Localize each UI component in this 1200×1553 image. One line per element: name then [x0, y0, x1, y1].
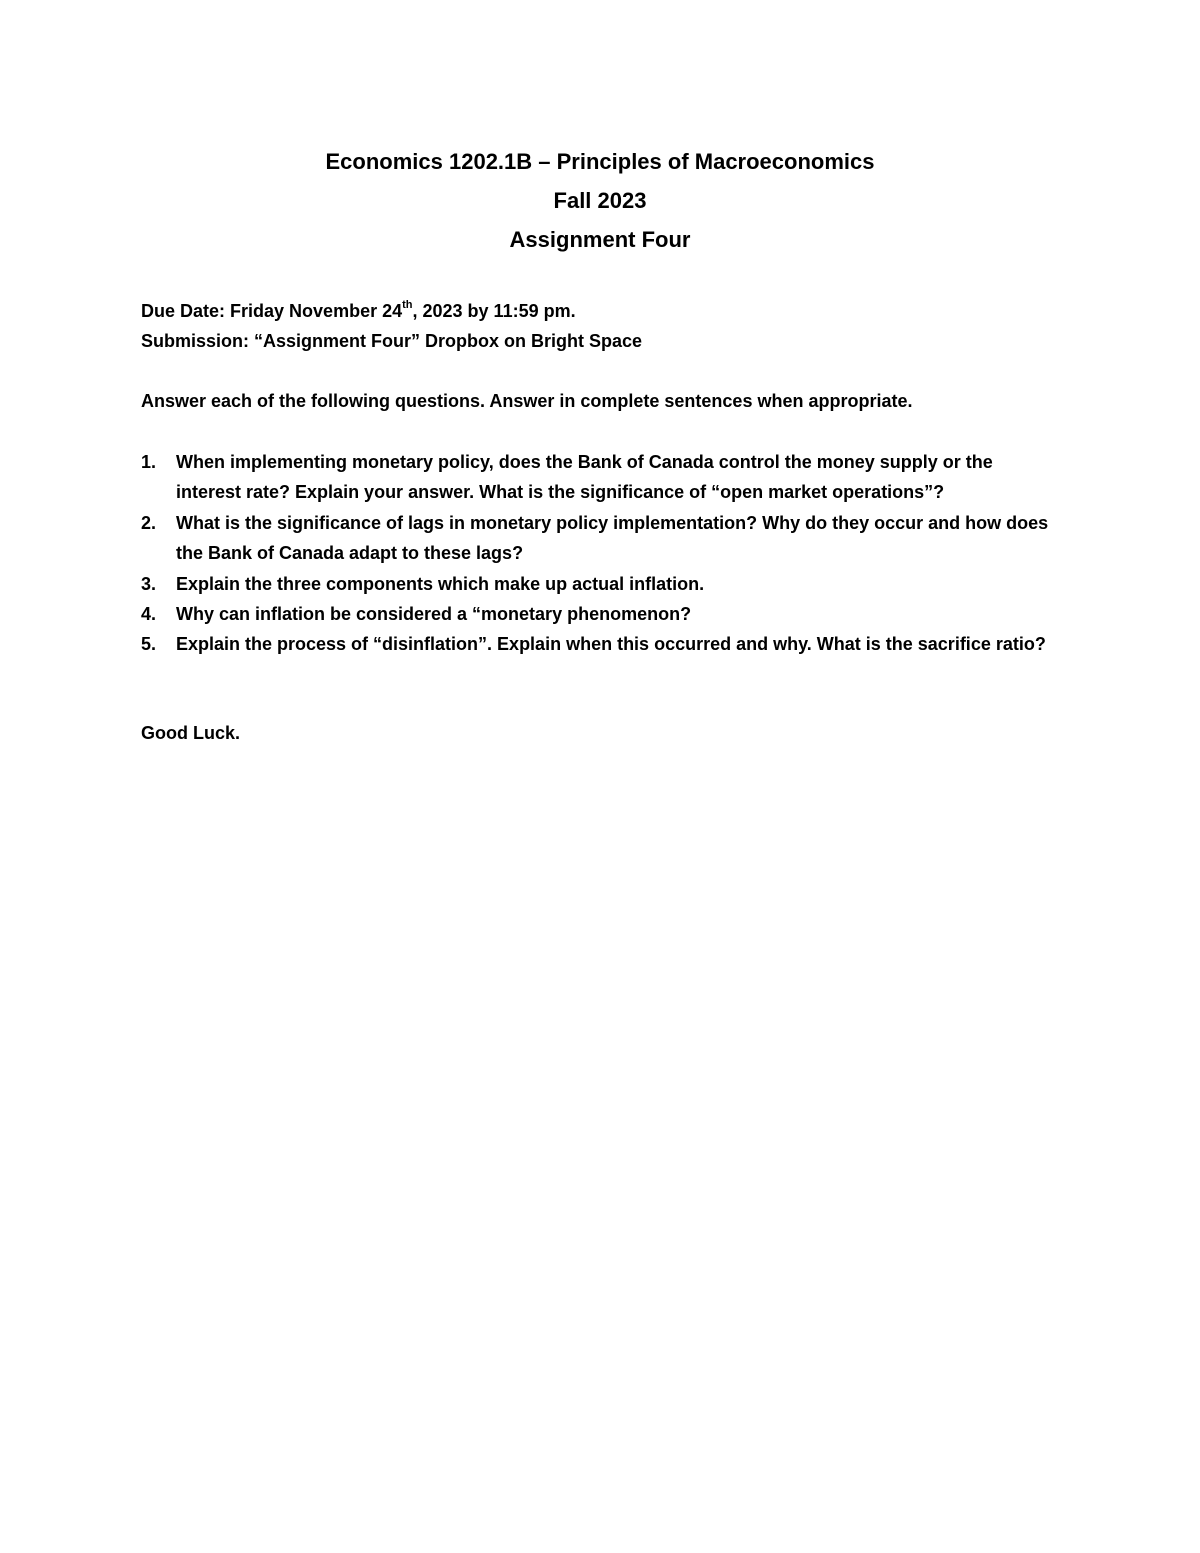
submission-text: “Assignment Four” Dropbox on Bright Space — [254, 331, 643, 351]
question-item — [141, 447, 1051, 508]
question-list — [141, 447, 1051, 660]
question-number: 2. — [141, 512, 157, 533]
submission-label: Submission: — [141, 331, 250, 351]
question-text: When implementing monetary policy, does the Bank of Canada control the money supply or the interest rate? Explain your answer. What is the significance of “open market operations”? — [176, 452, 993, 503]
question-number: 1. — [141, 452, 157, 472]
assignment-title: Assignment Four — [509, 227, 691, 252]
question-item — [141, 629, 1051, 659]
question-item — [141, 599, 1051, 629]
instructions: Answer each of the following questions. Answer in complete sentences when appropriate. — [141, 391, 913, 411]
due-date-superscript: th — [402, 299, 413, 311]
term: Fall 2023 — [553, 188, 647, 213]
question-text: Explain the three components which make up actual inflation. — [176, 573, 705, 594]
course-title: Economics 1202.1B – Principles of Macroeconomics — [325, 149, 875, 174]
due-date-text: Friday November 24 — [230, 301, 403, 321]
closing-remark: Good Luck. — [141, 723, 240, 743]
question-text: Explain the process of “disinflation”. Explain when this occurred and why. What is the sacrifice ratio? — [176, 634, 1046, 655]
question-text: Why can inflation be considered a “monetary phenomenon? — [176, 604, 692, 625]
question-number: 4. — [141, 604, 157, 625]
question-item — [141, 508, 1051, 569]
question-text: What is the significance of lags in monetary policy implementation? Why do they occur and how does the Bank of Canada adapt to these lags? — [176, 512, 1049, 564]
document-header — [0, 142, 1200, 259]
question-number: 5. — [141, 634, 157, 655]
submission-line — [141, 326, 642, 356]
due-date-label: Due Date: — [141, 301, 226, 321]
question-item — [141, 569, 1051, 599]
question-number: 3. — [141, 573, 157, 594]
due-date-line — [141, 296, 642, 326]
due-date-text-end: , 2023 by 11:59 pm. — [412, 301, 576, 321]
assignment-meta — [141, 296, 642, 356]
